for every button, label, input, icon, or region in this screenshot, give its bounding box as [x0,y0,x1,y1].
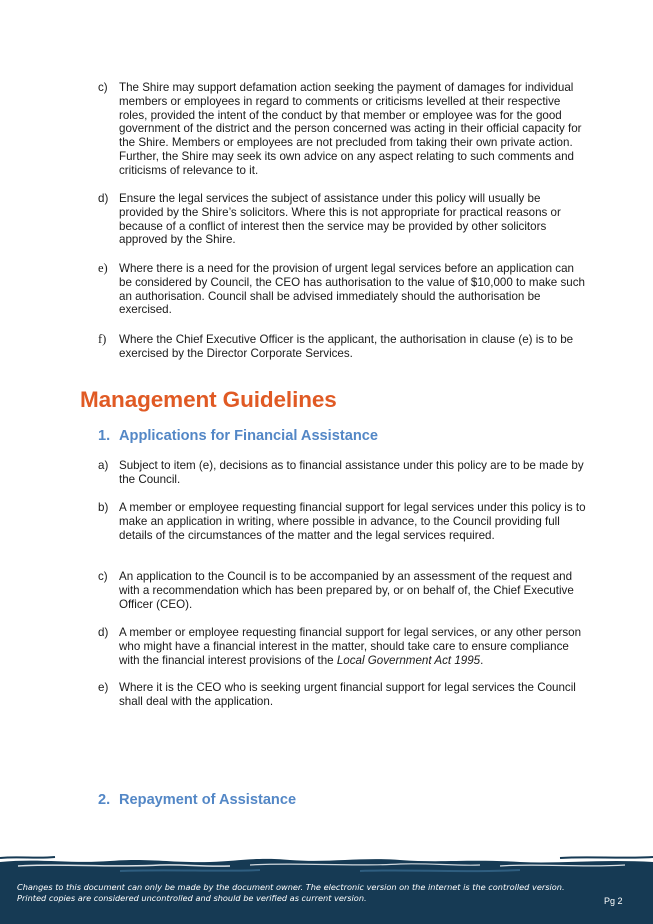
guideline-item-e [98,681,588,709]
clause-label: d) [98,192,109,205]
section-title: Repayment of Assistance [119,792,297,808]
item-text: Where it is the CEO who is seeking urgent financial support for legal services the Council shall deal with the application. [119,681,576,708]
item-text: An application to the Council is to be accompanied by an assessment of the request and with a recommendation which has been prepared by, or on behalf of, the Chief Executive Officer (CEO). [119,570,574,611]
item-label: a) [98,459,109,472]
section-1-heading [98,428,378,444]
policy-clause-e [98,262,588,317]
item-text [119,626,588,667]
item-label: c) [98,570,108,583]
section-number: 2. [98,792,111,808]
policy-clause-d [98,192,588,247]
item-text: A member or employee requesting financial support for legal services under this policy is to make an application in writing, where possible in advance, to the Council providing full details of the circumstances of the matter and the legal services required. [119,501,586,542]
clause-text: Ensure the legal services the subject of assistance under this policy will usually be provided by the Shire’s solicitors. Where this is not appropriate for practical reasons or because of a conflict of interest then the service may be provided by other solicitors approved by the Shire. [119,192,561,247]
item-label: d) [98,626,109,639]
clause-text: The Shire may support defamation action seeking the payment of damages for individual members or employees in regard to comments or criticisms levelled at their respective roles, provided the intent of the conduct by that member or employee was for the good government of the district and the person concerned was acting in their official capacity for the Shire. Members or employees are not precluded from taking their own private action. Further, the Shire may seek its own advice on any aspect relating to such comments and criticisms of relevance to it. [119,81,582,177]
policy-clause-c [98,81,588,178]
item-label: e) [98,681,109,694]
clause-text: Where there is a need for the provision of urgent legal services before an application can be considered by Council, the CEO has authorisation to the value of $10,000 to make such an authorisation. Council shall be advised immediately should the authorisation be exercised. [119,262,585,317]
policy-clause-f [98,333,588,361]
clause-label: c) [98,81,108,94]
management-guidelines-heading: Management Guidelines [80,387,337,412]
item-text: Subject to item (e), decisions as to financial assistance under this policy are to be made by the Council. [119,459,584,486]
item-text-main: A member or employee requesting financial support for legal services, or any other person who might have a financial interest in the matter, should take care to ensure compliance with the financial interest provisions of the [119,626,582,667]
footer-disclaimer: Changes to this document can only be made by the document owner. The electronic version on the internet is the controlled version. Printed copies are considered uncontrolled and should be verified as current version. [17,882,565,904]
item-label: b) [98,501,109,514]
clause-label: f) [98,332,107,346]
guideline-item-b [98,501,588,542]
section-number: 1. [98,428,111,444]
clause-text: Where the Chief Executive Officer is the applicant, the authorisation in clause (e) is to be exercised by the Director Corporate Services. [119,333,574,360]
item-text-end: . [480,653,484,667]
guideline-item-a [98,459,588,487]
section-title: Applications for Financial Assistance [119,428,378,444]
section-2-heading [98,792,296,808]
page-number: Pg 2 [604,896,623,906]
guideline-item-d [98,626,588,667]
clause-label: e) [98,261,108,275]
guideline-item-c [98,570,588,611]
act-title: Local Government Act 1995 [336,653,481,667]
